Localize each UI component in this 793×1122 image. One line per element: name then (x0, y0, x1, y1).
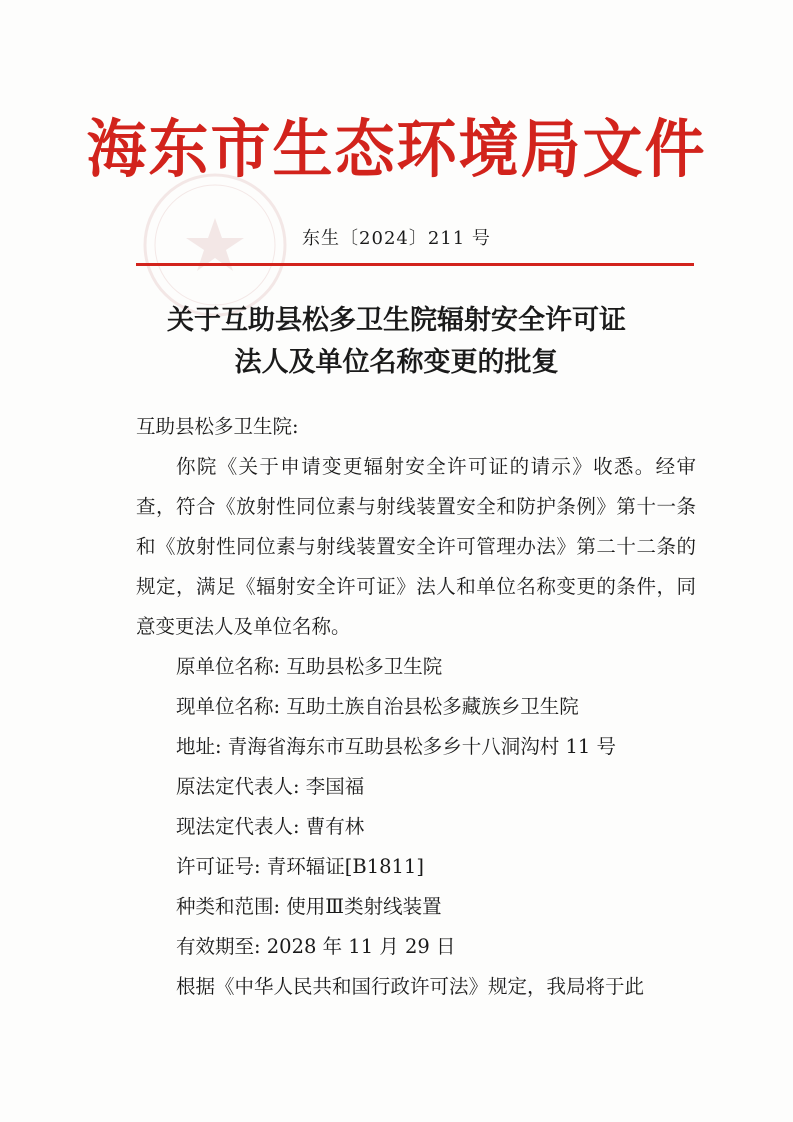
red-separator-line (136, 263, 694, 266)
original-unit-name: 原单位名称: 互助县松多卫生院 (176, 655, 443, 678)
license-scope: 种类和范围: 使用Ⅲ类射线装置 (176, 895, 442, 918)
document-number: 东生〔2024〕211 号 (302, 228, 491, 249)
document-body (136, 407, 696, 1007)
current-unit-name: 现单位名称: 互助土族自治县松多藏族乡卫生院 (176, 695, 579, 718)
issuer-masthead: 海东市生态环境局文件 (86, 113, 707, 187)
current-legal-representative: 现法定代表人: 曹有林 (176, 815, 365, 838)
address: 地址: 青海省海东市互助县松多乡十八洞沟村 11 号 (176, 735, 616, 758)
salutation: 互助县松多卫生院: (136, 415, 299, 438)
main-paragraph: 你院《关于申请变更辐射安全许可证的请示》收悉。经审查，符合《放射性同位素与射线装置安全和防护条例》第十一条和《放射性同位素与射线装置安全许可管理办法》第二十二条的规定，满足《辐射安全许可证》法人和单位名称变更的条件，同意变更法人及单位名称。 (136, 455, 696, 638)
closing-paragraph-partial: 根据《中华人民共和国行政许可法》规定，我局将于此 (176, 975, 645, 998)
license-number: 许可证号: 青环辐证[B1811] (176, 855, 424, 878)
original-legal-representative: 原法定代表人: 李国福 (176, 775, 365, 798)
valid-until: 有效期至: 2028 年 11 月 29 日 (176, 935, 456, 958)
title-line-1: 关于互助县松多卫生院辐射安全许可证 (167, 305, 626, 336)
title-line-2: 法人及单位名称变更的批复 (234, 347, 559, 378)
document-title (0, 300, 793, 384)
